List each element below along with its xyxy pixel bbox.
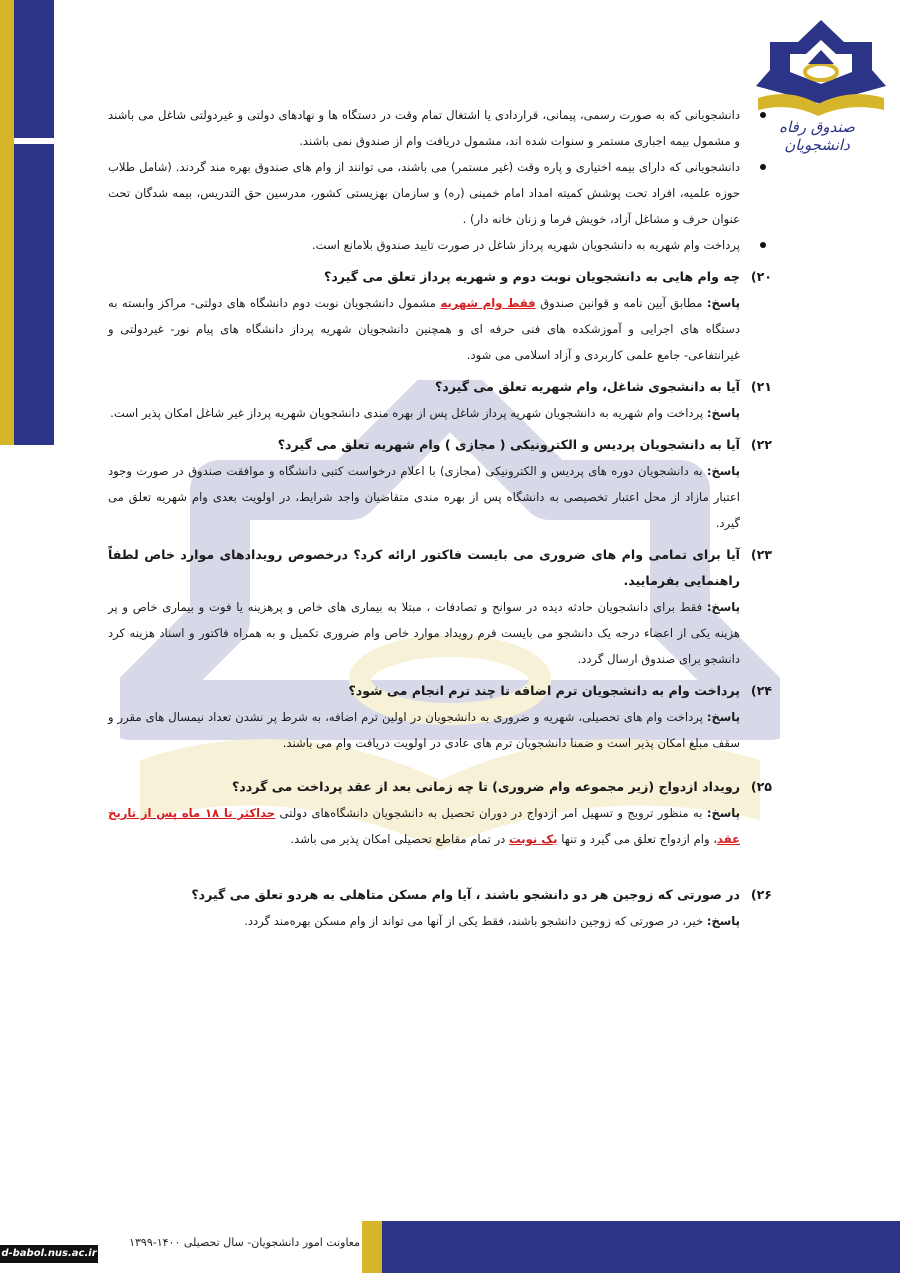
highlight-text: فقط وام شهریه — [440, 296, 536, 310]
answer-20: پاسخ: مطابق آیین نامه و قوانین صندوق فقط وام شهریه مشمول دانشجویان نوبت دوم دانشگاه های دولتی- مراکز وابسته به دستگاه های اجرایی و آموزشکده های فنی حرفه ای و همچنین دانشجویان شهریه پرداز دانشگاه های پیام نور- غیردولتی و غیرانتفاعی- جامع علمی کاربردی و آزاد اسلامی می شود. — [108, 296, 741, 362]
footer-accent — [362, 1221, 382, 1273]
list-item: دانشجویانی که دارای بیمه اختیاری و پاره وقت (غیر مستمر) می باشند، می توانند از وام های صندوق بهره مند گردند. (شامل طلاب حوزه علمیه، افراد تحت پوشش کمیته امداد امام خمینی (ره) و سازمان بهزیستی کشور، مدرسین حق التدریس، بیمه شدگان تحت عنوان حرف و مشاغل آزاد، خویش فرما و زنان خانه دار) . — [108, 154, 740, 232]
left-accent-divider — [14, 138, 54, 144]
left-accent-stripe — [0, 0, 14, 445]
highlight-text: حداکثر تا ۱۸ ماه پس از تاریخ عقد — [108, 806, 740, 846]
answer-23: پاسخ: فقط برای دانشجویان حادثه دیده در سوانح و تصادفات ، مبتلا به بیماری های خاص و پرهزینه یا فوت و بیماری خاص و پر هزینه یکی از اعضاء درجه یک دانشجو می بایست فرم رویداد موارد خاص وام ضروری تکمیل و به همراه فاکتور و اسناد هزینه کرد دانشجو برای صندوق ارسال گردد. — [108, 600, 740, 666]
document-body — [108, 102, 772, 934]
question-24: ۲۴) پرداخت وام به دانشجویان ترم اضافه تا چند ترم انجام می شود؟ — [348, 683, 772, 698]
footer-text: معاونت امور دانشجویان- سال تحصیلی ۱۴۰۰-۱۳۹۹ — [129, 1236, 360, 1249]
answer-25: پاسخ: به منظور ترویج و تسهیل امر ازدواج در دوران تحصیل به دانشجویان دانشگاه‌های دولتی حداکثر تا ۱۸ ماه پس از تاریخ عقد، وام ازدواج تعلق می گیرد و تنها یک نوبت در تمام مقاطع تحصیلی امکان پذیر می باشد. — [108, 806, 740, 846]
website-link[interactable]: d-babol.nus.ac.ir — [0, 1245, 98, 1263]
bullet-icon — [760, 112, 766, 118]
question-26: ۲۶) در صورتی که زوجین هر دو دانشجو باشند ، آیا وام مسکن متاهلی به هردو تعلق می گیرد؟ — [191, 887, 772, 902]
logo-caption: صندوق رفاه دانشجویان — [779, 118, 855, 154]
list-item: دانشجویانی که به صورت رسمی، پیمانی، قراردادی یا اشتغال تمام وقت در دستگاه ها و نهادهای دولتی و غیردولتی شاغل می باشند و مشمول بیمه اجباری مستمر و سنوات شده اند، مشمول دریافت وام از صندوق نمی باشند. — [108, 102, 740, 154]
highlight-text: یک نوبت — [509, 832, 558, 846]
list-item: پرداخت وام شهریه به دانشجویان شهریه پرداز شاغل در صورت تایید صندوق بلامانع است. — [108, 232, 740, 258]
footer-band — [382, 1221, 900, 1273]
answer-22: پاسخ: به دانشجویان دوره های پردیس و الکترونیکی (مجازی) با اعلام درخواست کتبی دانشگاه و موافقت صندوق در صورت وجود اعتبار مازاد از محل اعتبار تخصیصی به دانشگاه پس از بهره مندی متقاضیان واجد شرایط، در اولویت بعدی وام شهریه تعلق می گیرد. — [108, 464, 740, 530]
eligibility-list — [108, 102, 740, 258]
bullet-icon — [760, 164, 766, 170]
answer-24: پاسخ: پرداخت وام های تحصیلی، شهریه و ضروری به دانشجویان در اولین ترم اضافه، به شرط پر نشدن تعداد نیمسال های مقرر و سقف مبلغ امکان پذیر است و ضمنا دانشجویان ترم های عادی در اولویت دریافت وام می باشند. — [108, 710, 740, 750]
question-22: ۲۲) آیا به دانشجویان پردیس و الکترونیکی ( مجازی ) وام شهریه تعلق می گیرد؟ — [277, 437, 772, 452]
question-21: ۲۱) آیا به دانشجوی شاغل، وام شهریه تعلق می گیرد؟ — [434, 379, 772, 394]
question-23: ۲۳) آیا برای تمامی وام های ضروری می بایست فاکتور ارائه کرد؟ درخصوص رویدادهای موارد خاص لطفاً راهنمایی بفرمایید. — [108, 547, 772, 588]
question-25: ۲۵) رویداد ازدواج (زیر مجموعه وام ضروری) تا چه زمانی بعد از عقد پرداخت می گردد؟ — [232, 779, 772, 794]
question-20: ۲۰) چه وام هایی به دانشجویان نوبت دوم و شهریه پرداز تعلق می گیرد؟ — [324, 269, 772, 284]
answer-21: پاسخ: پرداخت وام شهریه به دانشجویان شهریه پرداز شاغل پس از بهره مندی دانشجویان شهریه پرداز غیر شاغل امکان پذیر است. — [110, 406, 740, 420]
bullet-icon — [760, 242, 766, 248]
answer-26: پاسخ: خیر، در صورتی که زوجین دانشجو باشند، فقط یکی از آنها می تواند از وام مسکن بهره‌مند گردد. — [244, 914, 740, 928]
